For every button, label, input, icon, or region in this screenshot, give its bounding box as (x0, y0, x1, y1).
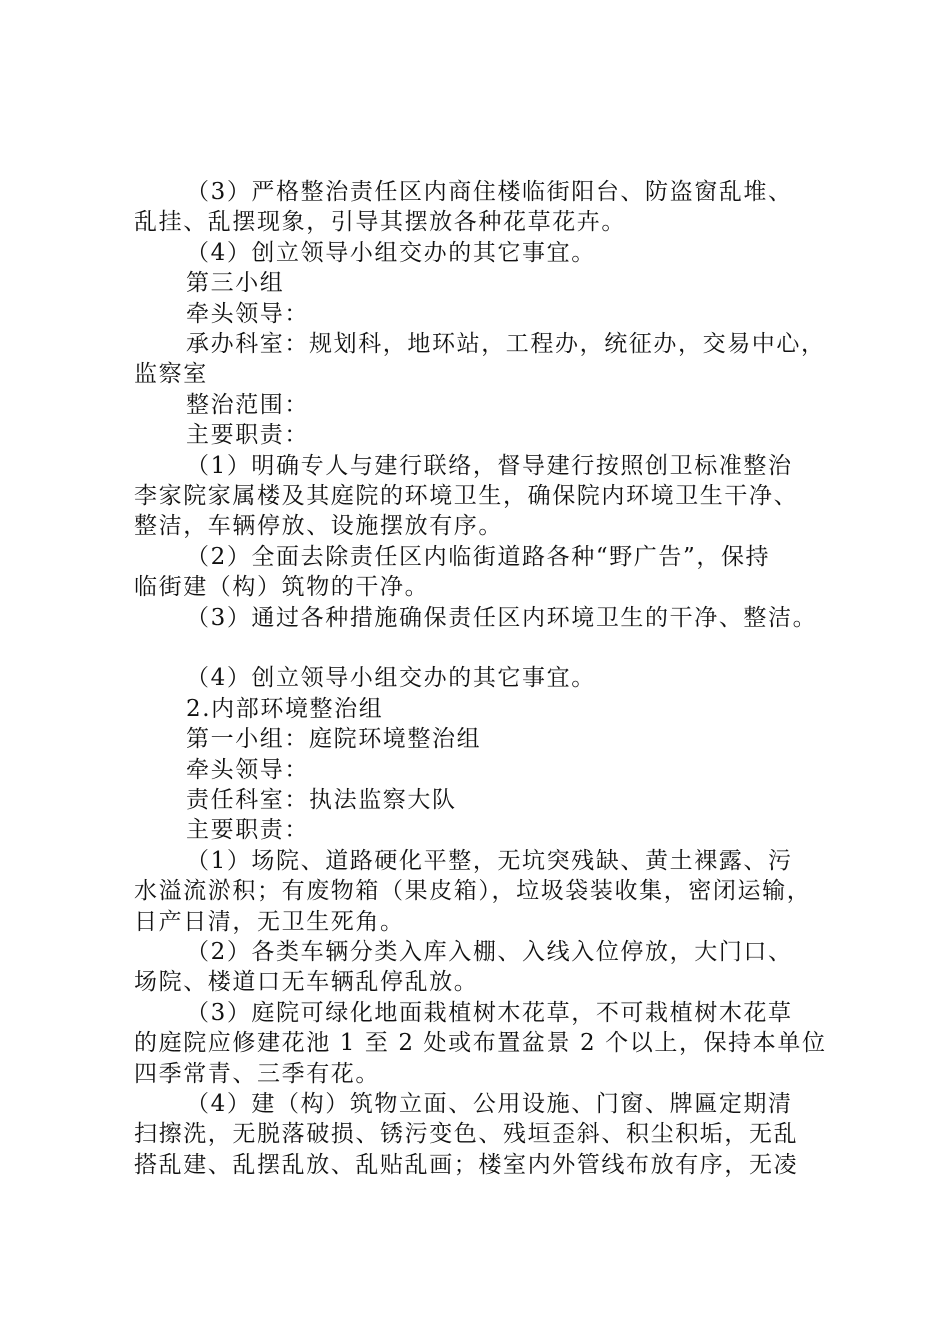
paragraph-line: （1）场院、道路硬化平整，无坑突残缺、黄土裸露、污 (186, 848, 793, 874)
paragraph-line: 场院、楼道口无车辆乱停乱放。 (134, 969, 479, 995)
section-heading: 2.内部环境整治组 (186, 696, 384, 722)
paragraph-line: 责任科室：执法监察大队 (186, 787, 457, 813)
field-label: 牵头领导： (186, 301, 309, 327)
field-label: 整治范围： (186, 392, 309, 418)
paragraph-line: 乱挂、乱摆现象，引导其摆放各种花草花卉。 (134, 209, 626, 235)
paragraph-line: 四季常青、三季有花。 (134, 1061, 380, 1087)
field-label: 主要职责： (186, 422, 309, 448)
field-label: 牵头领导： (186, 757, 309, 783)
paragraph-line: （4）创立领导小组交办的其它事宜。 (186, 665, 596, 691)
paragraph-line: （4）创立领导小组交办的其它事宜。 (186, 240, 596, 266)
paragraph-line: （2）全面去除责任区内临街道路各种“野广告”，保持 (186, 544, 771, 570)
paragraph-line: 整洁，车辆停放、设施摆放有序。 (134, 513, 503, 539)
paragraph-line: 李家院家属楼及其庭院的环境卫生，确保院内环境卫生干净、 (134, 483, 799, 509)
paragraph-line: 的庭院应修建花池 1 至 2 处或布置盆景 2 个以上，保持本单位 (134, 1030, 827, 1056)
paragraph-line: （3）庭院可绿化地面栽植树木花草，不可栽植树木花草 (186, 1000, 793, 1026)
field-label: 主要职责： (186, 817, 309, 843)
paragraph-line: （4）建（构）筑物立面、公用设施、门窗、牌匾定期清 (186, 1091, 793, 1117)
paragraph-line: （3）通过各种措施确保责任区内环境卫生的干净、整洁。 (186, 605, 818, 631)
section-heading: 第一小组：庭院环境整治组 (186, 726, 482, 752)
paragraph-line: 搭乱建、乱摆乱放、乱贴乱画；楼室内外管线布放有序，无凌 (134, 1152, 799, 1178)
section-heading: 第三小组 (186, 270, 285, 296)
paragraph-line: （3）严格整治责任区内商住楼临街阳台、防盗窗乱堆、 (186, 179, 793, 205)
paragraph-line: 日产日清，无卫生死角。 (134, 909, 405, 935)
paragraph-line: （2）各类车辆分类入库入棚、入线入位停放，大门口、 (186, 939, 793, 965)
paragraph-line: （1）明确专人与建行联络，督导建行按照创卫标准整治 (186, 453, 793, 479)
paragraph-line: 扫擦洗，无脱落破损、锈污变色、残垣歪斜、积尘积垢，无乱 (134, 1121, 799, 1147)
paragraph-line: 承办科室：规划科，地环站，工程办，统征办，交易中心， (186, 331, 826, 357)
paragraph-line: 临街建（构）筑物的干净。 (134, 574, 430, 600)
paragraph-line: 监察室 (134, 361, 208, 387)
paragraph-line: 水溢流淤积；有废物箱（果皮箱），垃圾袋装收集，密闭运输， (134, 878, 812, 904)
